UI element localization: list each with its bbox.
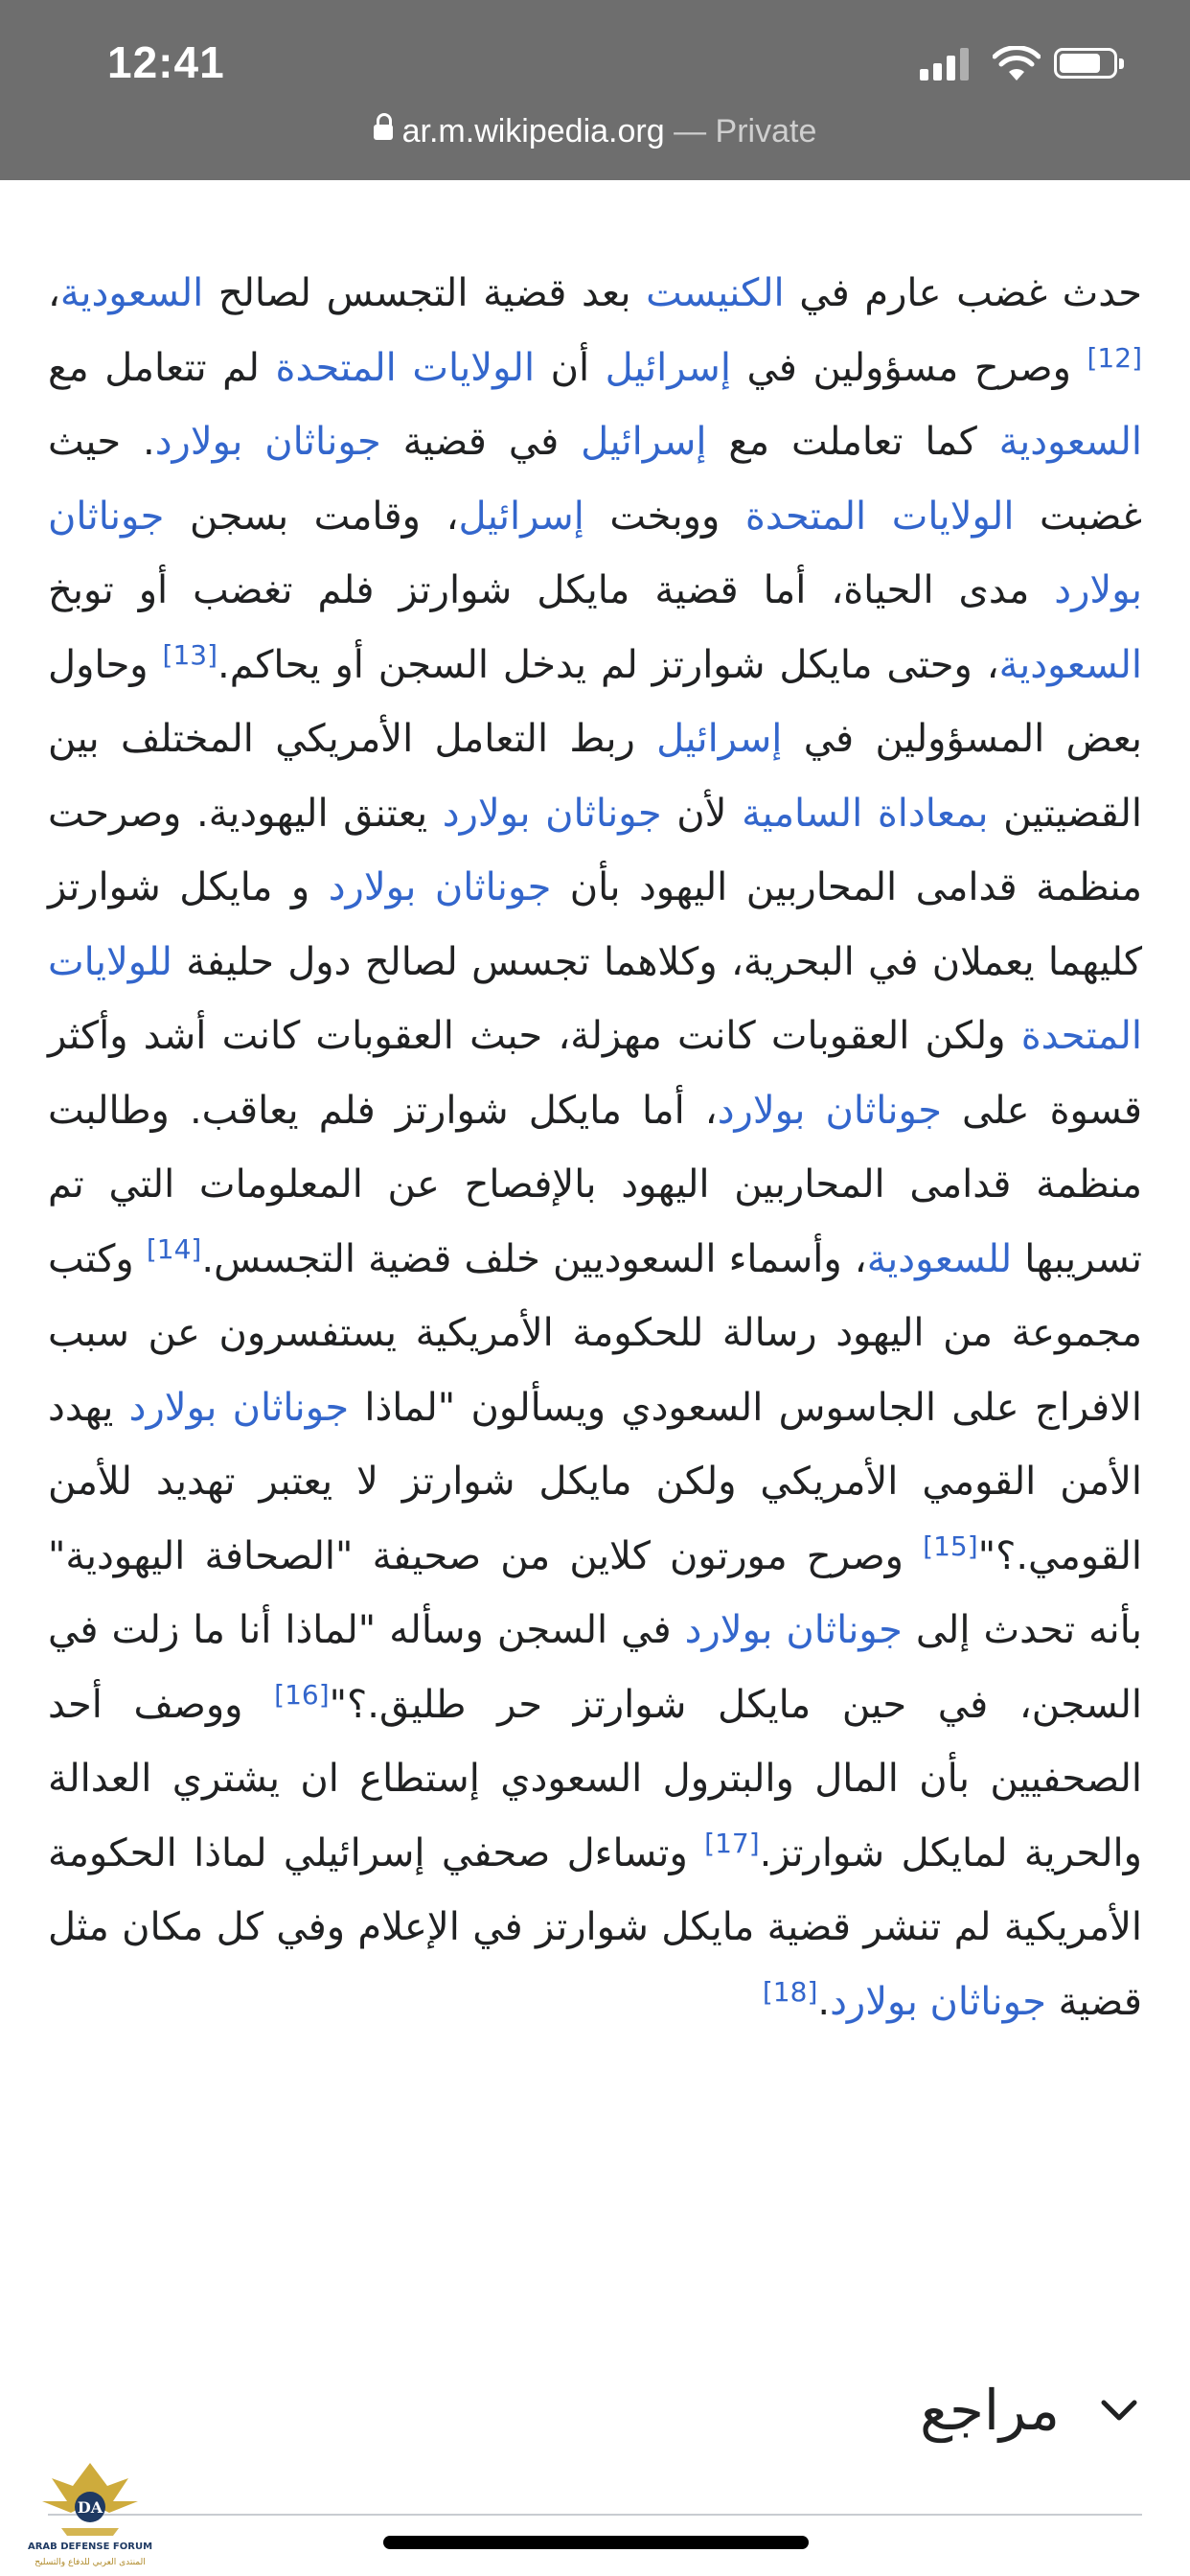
reference-link[interactable]: [12] xyxy=(1087,341,1142,374)
article-text: ووصف أحد الصحفيين بأن المال والبترول السعودي إستطاع ان يشتري العدالة والحرية لمايكل شوارتز. xyxy=(48,1682,1142,1875)
references-section-title: مراجع xyxy=(920,2378,1060,2443)
reference-link[interactable]: [16] xyxy=(274,1678,330,1711)
article-text: لأن xyxy=(661,791,743,836)
article-text: يعتنق اليهودية. وصرحت منظمة قدامى المحاربين اليهود بأن xyxy=(48,791,1142,909)
article-text: ، وقامت بسجن xyxy=(164,494,459,539)
article-text: ربط التعامل الأمريكي المختلف بين القضيتين xyxy=(48,717,1142,836)
reference-link[interactable]: [17] xyxy=(704,1827,760,1859)
article-text: مدى الحياة، أما قضية مايكل شوارتز فلم تغضب أو توبخ xyxy=(48,568,1055,612)
reference-link[interactable]: [13] xyxy=(162,638,218,671)
arab-defense-forum-logo xyxy=(13,2453,167,2572)
article-link[interactable]: إسرائيل xyxy=(605,345,731,390)
article-text: بعد قضية التجسس لصالح xyxy=(203,271,647,315)
article-text: لم تتعامل مع xyxy=(48,345,276,390)
article-text: وتساءل صحفي إسرائيلي لماذا الحكومة الأمريكية لم تنشر قضية مايكل شوارتز في الإعلام وفي كل مكان مثل قضية xyxy=(48,1830,1142,2024)
article-text: ، وأسماء السعوديين خلف قضية التجسس. xyxy=(201,1236,867,1281)
url-domain: ar.m.wikipedia.org xyxy=(401,113,665,150)
chevron-down-icon[interactable] xyxy=(1096,2387,1142,2433)
battery-icon xyxy=(1054,48,1117,79)
logo-text-english: ARAB DEFENSE FORUM xyxy=(27,2542,153,2552)
logo-initials: DA xyxy=(77,2498,103,2517)
article-text: حدث غضب عارم في xyxy=(784,271,1143,315)
article-text: وحاول بعض المسؤولين في xyxy=(48,642,1142,761)
article-link[interactable]: جوناثان بولارد xyxy=(48,494,1142,612)
article-text: وصرح مورتون كلاين من صحيفة "الصحافة اليهودية" بأنه تحدث إلى xyxy=(48,1533,1143,1652)
logo-text-arabic: المنتدى العربي للدفاع والتسليح xyxy=(34,2558,146,2567)
reference-link[interactable]: [18] xyxy=(762,1975,818,2008)
article-link[interactable]: جوناثان بولارد xyxy=(717,1088,942,1133)
article-link[interactable]: السعودية xyxy=(59,271,204,315)
article-text: . xyxy=(817,1979,831,2024)
article-link[interactable]: إسرائيل xyxy=(581,420,707,464)
reference-link[interactable]: [14] xyxy=(146,1232,202,1265)
private-mode-label: Private xyxy=(715,113,817,150)
article-text: . حيث غضبت xyxy=(48,420,1143,539)
article-text: ووبخت xyxy=(584,494,745,539)
article-text: في السجن وسأله "لماذا أنا ما زلت في السجن، في حين مايكل شوارتز حر طليق.؟" xyxy=(48,1608,1142,1727)
article-text: كما تعاملت مع xyxy=(706,420,999,464)
article-paragraph xyxy=(48,257,1142,2039)
article-link[interactable]: الولايات المتحدة xyxy=(744,494,1015,539)
article-link[interactable]: إسرائيل xyxy=(458,494,584,539)
article-text: أن xyxy=(535,345,606,390)
section-divider xyxy=(48,2514,1142,2516)
article-text: و مايكل شوارتز كليهما يعملان في البحرية، وكلاهما تجسس لصالح دول حليفة xyxy=(48,865,1142,984)
article-link[interactable]: جوناثان بولارد xyxy=(154,420,381,464)
article-link[interactable]: السعودية xyxy=(998,642,1143,687)
article-text: يهدد الأمن القومي الأمريكي ولكن مايكل شوارتز لا يعتبر تهديد للأمن القومي.؟" xyxy=(48,1385,1142,1578)
references-section-header[interactable] xyxy=(920,2367,1142,2453)
article-text: ، xyxy=(48,271,60,315)
article-link[interactable]: الكنيست xyxy=(646,271,785,315)
article-text: ، وحتى مايكل شوارتز لم يدخل السجن أو يحاكم. xyxy=(217,642,999,687)
article-link[interactable]: جوناثان بولارد xyxy=(830,1979,1046,2024)
article-link[interactable]: للسعودية xyxy=(866,1236,1013,1281)
article-text: وكتب مجموعة من اليهود رسالة للحكومة الأمريكية يستفسرون عن سبب الافراج على الجاسوس السعودي ويسألون "لماذا xyxy=(48,1236,1142,1430)
article-text: ، أما مايكل شوارتز فلم يعاقب. وطالبت منظمة قدامى المحاربين اليهود بالإفصاح عن المعلومات التي تم تسريبها xyxy=(48,1088,1143,1281)
article-link[interactable]: السعودية xyxy=(998,420,1143,464)
wifi-icon xyxy=(993,46,1041,82)
article-link[interactable]: جوناثان بولارد xyxy=(328,865,552,909)
home-indicator[interactable] xyxy=(383,2536,809,2549)
article-text: في قضية xyxy=(380,420,582,464)
status-time: 12:41 xyxy=(107,37,225,87)
article-link[interactable]: جوناثان بولارد xyxy=(684,1608,903,1652)
lock-icon xyxy=(374,121,393,144)
url-bar[interactable] xyxy=(0,113,1190,161)
status-icons xyxy=(920,46,1131,84)
article-link[interactable]: جوناثان بولارد xyxy=(442,791,662,836)
article-link[interactable]: للولايات المتحدة xyxy=(48,939,1142,1058)
article-link[interactable]: بمعاداة السامية xyxy=(742,791,989,836)
url-separator: — xyxy=(664,113,716,150)
browser-top-bar xyxy=(0,0,1190,180)
article-link[interactable]: الولايات المتحدة xyxy=(275,345,536,390)
cellular-signal-icon xyxy=(920,46,970,80)
article-text: ولكن العقوبات كانت مهزلة، حبث العقوبات كانت أشد وأكثر قسوة على xyxy=(48,1014,1142,1133)
article-link[interactable]: جوناثان بولارد xyxy=(128,1385,350,1430)
reference-link[interactable]: [15] xyxy=(923,1530,978,1562)
article-text: وصرح مسؤولين في xyxy=(730,345,1087,390)
article-link[interactable]: إسرائيل xyxy=(656,717,783,761)
